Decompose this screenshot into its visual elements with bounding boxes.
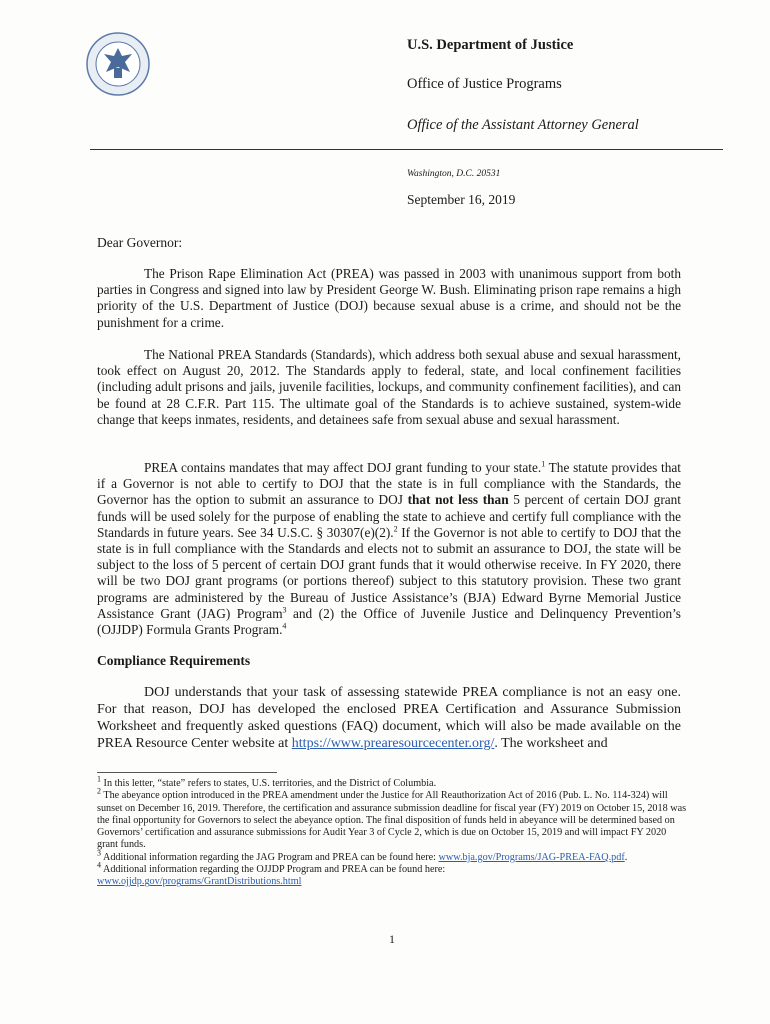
footnote-ref-3: 3 bbox=[282, 605, 287, 615]
footnote-ref-1: 1 bbox=[541, 459, 546, 469]
footnote-3: $^3$ Additional information regarding the JAG Program and PREA can be found here: www.bja.gov/Programs/JAG-PREA-FAQ.pdf. bbox=[97, 848, 628, 863]
prea-resource-center-link[interactable]: https://www.prearesourcecenter.org/ bbox=[291, 736, 495, 751]
paragraph-2: The National PREA Standards (Standards), which address both sexual abuse and sexual harassment, took effect on August 20, 2012. The Standards apply to federal, state, and local confinement facilities (including adult prisons and jails, juvenile facilities, lockups, and community confinement facilities), and can be found at 28 C.F.R. Part 115. The ultimate goal of the Standards is to achieve sustained, system-wide change that keeps inmates, residents, and detainees safe from sexual abuse and sexual harassment. bbox=[97, 347, 681, 427]
ojjdp-grant-distributions-link[interactable]: www.ojjdp.gov/programs/GrantDistributions.html bbox=[97, 876, 302, 888]
jag-prea-faq-link[interactable]: www.bja.gov/Programs/JAG-PREA-FAQ.pdf bbox=[438, 851, 625, 863]
header-divider bbox=[90, 149, 723, 150]
page-number: 1 bbox=[389, 932, 395, 946]
footnote-ref-4: 4 bbox=[282, 621, 287, 631]
paragraph-4: DOJ understands that your task of assessing statewide PREA compliance is not an easy one. For that reason, DOJ has developed the enclosed PREA Certification and Assurance Submission Worksheet and frequently asked questions (FAQ) document, which will also be made available on the PREA Resource Center website at https://www.prearesourcecenter.org/. The worksheet and bbox=[97, 685, 681, 751]
section-heading: Compliance Requirements bbox=[97, 653, 251, 668]
letter-location: Washington, D.C. 20531 bbox=[407, 169, 501, 179]
letter-date: September 16, 2019 bbox=[407, 192, 516, 207]
footnote-1: $^1$ In this letter, “state” refers to states, U.S. territories, and the District of Columbia. bbox=[97, 774, 437, 789]
doj-seal-logo bbox=[86, 32, 150, 96]
footnote-ref-2: 2 bbox=[393, 524, 398, 534]
department-name: U.S. Department of Justice bbox=[407, 37, 574, 53]
office-name: Office of Justice Programs bbox=[407, 76, 562, 92]
footnotes bbox=[97, 774, 687, 889]
salutation: Dear Governor: bbox=[97, 235, 183, 250]
footnote-4: $^4$ Additional information regarding the OJJDP Program and PREA can be found here: www.ojjdp.gov/programs/GrantDistributions.html bbox=[97, 860, 446, 888]
paragraph-3: PREA contains mandates that may affect DOJ grant funding to your state.$^1$ The statute provides that if a Governor is not able to certify to DOJ that the state is in full compliance with the Standards, the Governor has the option to submit an assurance to DOJ that not less than 5 percent of certain DOJ grant funds will be used solely for the purpose of enabling the state to achieve and certify full compliance with the Standards in future years. See 34 U.S.C. § 30307(e)(2).$^2$ If the Governor is not able to certify to DOJ that the state is in full compliance with the Standards and elects not to submit an assurance to DOJ, the state will be subject to the loss of 5 percent of certain DOJ grant funds that it would otherwise receive. In FY 2020, there will be two DOJ grant programs (or portions thereof) subject to this statutory provision. These two grant programs are administered by the Bureau of Justice Assistance’s (BJA) Edward Byrne Memorial Justice Assistance Grant (JAG) Program$^3$ and (2) the Office of Juvenile Justice and Delinquency Prevention’s (OJJDP) Formula Grants Program.$^4$ bbox=[97, 459, 682, 638]
paragraph-1: The Prison Rape Elimination Act (PREA) was passed in 2003 with unanimous support from both parties in Congress and signed into law by President George W. Bush. Eliminating prison rape remains a high priority of the U.S. Department of Justice (DOJ) because sexual abuse is a crime, and should not be the punishment for a crime. bbox=[97, 266, 681, 330]
footnote-divider bbox=[97, 772, 277, 773]
footnote-2: $^2$ The abeyance option introduced in the PREA amendment under the Justice for All Reauthorization Act of 2016 (Pub. L. No. 114-324) will sunset on December 16, 2019. Therefore, the certification and assurance submission deadline for fiscal year (FY) 2019 on October 15, 2018 was the final opportunity for Governors to select the abeyance option. The final disposition of funds held in abeyance will be determined based on Governors’ certification and assurance submissions for Audit Year 3 of Cycle 2, which is due on October 15, 2019 and will impact FY 2020 grant funds. bbox=[97, 786, 687, 851]
sub-office-name: Office of the Assistant Attorney General bbox=[407, 117, 639, 133]
